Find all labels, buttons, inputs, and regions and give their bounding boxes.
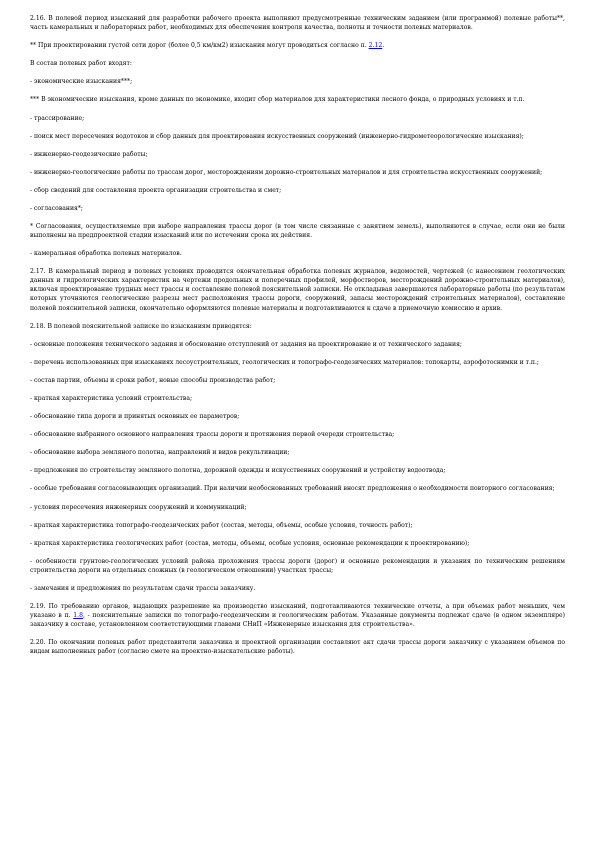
paragraph — [30, 466, 565, 475]
paragraph-gap — [30, 575, 565, 584]
paragraph-gap — [30, 367, 565, 376]
paragraph — [30, 168, 565, 177]
paragraph-gap — [30, 258, 565, 267]
paragraph — [30, 503, 565, 512]
paragraph — [30, 77, 565, 86]
paragraph-text: - экономические изыскания***; — [30, 78, 133, 86]
paragraph-text: - состав партии, объемы и сроки работ, новые способы производства работ; — [30, 376, 276, 384]
paragraph-text: - краткая характеристика геологических работ (состав, методы, объемы, особые условия, основные рекомендации к проектированию); — [30, 539, 470, 547]
paragraph-gap — [30, 629, 565, 638]
paragraph-gap — [30, 439, 565, 448]
paragraph-text: - особенности грунтово-геологических условий района проложения трассы дороги (дорог) и основные рекомендации и указания по техническим решениям строительства дороги на отдельных сложных (в геологическом отношении) участках трассы; — [30, 557, 565, 574]
paragraph-gap — [30, 457, 565, 466]
paragraph-gap — [30, 123, 565, 132]
paragraph-gap — [30, 548, 565, 557]
paragraph-text: - замечания и предложения по результатам сдачи трассы заказчику. — [30, 584, 256, 592]
paragraph-gap — [30, 512, 565, 521]
paragraph-gap — [30, 32, 565, 41]
paragraph-text: - поиск мест пересечения водотоков и сбор данных для проектирования искусственных сооружений (инженерно-гидрометеорологические изыскания); — [30, 132, 524, 140]
paragraph — [30, 602, 565, 629]
paragraph — [30, 249, 565, 258]
paragraph — [30, 95, 565, 104]
paragraph-gap — [30, 313, 565, 322]
paragraph — [30, 358, 565, 367]
paragraph-text: - предложения по строительству земляного полотна, дорожной одежды и искусственных сооружений и устройству водоотвода; — [30, 467, 446, 475]
paragraph-gap — [30, 385, 565, 394]
paragraph — [30, 204, 565, 213]
paragraph-gap — [30, 68, 565, 77]
paragraph — [30, 222, 565, 240]
paragraph — [30, 340, 565, 349]
paragraph-gap — [30, 331, 565, 340]
paragraph-gap — [30, 195, 565, 204]
paragraph — [30, 521, 565, 530]
paragraph-text: , - пояснительные записки по топографо-геодезическим и геологическим работам. Указанные документы подлежат сдаче (в одном экземпляре) заказчику в составе, установленном соответствующими главами СНиП «Инженерные изыскания для строительства». — [30, 612, 565, 629]
paragraph-gap — [30, 213, 565, 222]
paragraph-gap — [30, 50, 565, 59]
paragraph-gap — [30, 159, 565, 168]
paragraph-text: . — [382, 42, 385, 50]
paragraph — [30, 150, 565, 159]
paragraph — [30, 638, 565, 656]
paragraph — [30, 539, 565, 548]
paragraph — [30, 41, 565, 50]
paragraph-gap — [30, 177, 565, 186]
paragraph-gap — [30, 349, 565, 358]
paragraph-text: - обоснование выбранного основного направления трассы дороги и протяжения первой очереди строительства; — [30, 431, 395, 439]
paragraph — [30, 322, 565, 331]
paragraph — [30, 484, 565, 493]
paragraph-text: - обоснование типа дороги и принятых основных ее параметров; — [30, 413, 240, 421]
paragraph — [30, 376, 565, 385]
paragraph-gap — [30, 240, 565, 249]
paragraph-text: - краткая характеристика топографо-геодезических работ (состав, методы, объемы, особые условия, точность работ); — [30, 521, 413, 529]
paragraph-text: ** При проектировании густой сети дорог (более 0,5 км/км2) изыскания могут проводиться согласно п. — [30, 42, 369, 50]
paragraph-gap — [30, 475, 565, 484]
paragraph — [30, 448, 565, 457]
paragraph-text: - инженерно-геодезические работы; — [30, 150, 148, 158]
paragraph — [30, 186, 565, 195]
paragraph-gap — [30, 141, 565, 150]
paragraph-text: - краткая характеристика условий строительства; — [30, 394, 193, 402]
paragraph-text: - основные положения технического задания и обоснование отступлений от задания на проектирование и от технического задания; — [30, 340, 462, 348]
paragraph-gap — [30, 493, 565, 502]
paragraph — [30, 412, 565, 421]
paragraph — [30, 14, 565, 32]
paragraph — [30, 267, 565, 312]
paragraph-gap — [30, 593, 565, 602]
paragraph-text: *** В экономические изыскания, кроме данных по экономике, входит сбор материалов для характеристики лесного фонда, о природных условиях и т.п. — [30, 96, 525, 104]
paragraph-text: - обоснование выбора земляного полотна, направлений и видов рекультивации; — [30, 449, 290, 457]
paragraph-gap — [30, 421, 565, 430]
section-link[interactable]: 1.8 — [73, 612, 83, 620]
paragraph-text: - сбор сведений для составления проекта организации строительства и смет; — [30, 186, 282, 194]
paragraph-gap — [30, 530, 565, 539]
paragraph-text: * Согласования, осуществляемые при выборе направления трассы дорог (в том числе связанные с занятием земель), выполняются в случае, если они не были выполнены на предпроектной стадии изысканий или по истечении срока их действия. — [30, 223, 565, 240]
paragraph — [30, 430, 565, 439]
paragraph-text: - инженерно-геологические работы по трассам дорог, месторождениям дорожно-строительных материалов и для строительства искусственных сооружений; — [30, 168, 543, 176]
paragraph-text: - согласования*; — [30, 204, 83, 212]
paragraph — [30, 584, 565, 593]
section-link[interactable]: 2.12 — [368, 42, 383, 50]
paragraph-text: 2.18. В полевой пояснительной записке по изысканиям приводятся: — [30, 322, 252, 330]
paragraph-text: В состав полевых работ входят: — [30, 60, 132, 68]
paragraph-text: 2.20. По окончании полевых работ представители заказчика и проектной организации составляют акт сдачи трассы дороги заказчику с указанием объемов по видам выполненных работ (согласно смете на проектно-изыскательские работы). — [30, 639, 565, 656]
paragraph — [30, 557, 565, 575]
paragraph — [30, 132, 565, 141]
paragraph-text: - перечень использованных при изысканиях лесоустроительных, геологических и топографо-геодезических материалов: топокарты, аэрофотоснимки и т.п.; — [30, 358, 539, 366]
paragraph-text: - условия пересечения инженерных сооружений и коммуникаций; — [30, 503, 247, 511]
paragraph-text: 2.17. В камеральный период в полевых условиях проводится окончательная обработка полевых журналов, ведомостей, чертежей (с нанесением геологических данных и гидрологических характеристик на чертежи продольных и поперечных профилей, морфостворов, месторождений дорожно-строительных материалов), включая проектирование трудных мест трассы и составление полевой пояснительной записки. Не откладывая завершаются лабораторные работы (по результатам которых уточняются геологические разрезы мест расположения трассы дороги, сооружений, запасы месторождений строительных материалов), составление полевой пояснительной записки, окончательно оформляются полевые материалы и подготавливаются к сдаче в приемочную комиссию и архив. — [30, 268, 565, 312]
paragraph-text: 2.19. По требованию органов, выдающих разрешение на производство изысканий, подготавливаются технические отчеты, а при объемах работ меньших, чем указано в п. — [30, 603, 565, 620]
paragraph — [30, 59, 565, 68]
paragraph-text: - особые требования согласовывающих организаций. При наличии необоснованных требований вносят предложения о необходимости повторного согласования; — [30, 485, 555, 493]
paragraph-gap — [30, 104, 565, 113]
paragraph — [30, 394, 565, 403]
paragraph-text: - трассирование; — [30, 114, 85, 122]
paragraph-gap — [30, 403, 565, 412]
paragraph-text: 2.16. В полевой период изысканий для разработки рабочего проекта выполняют предусмотренные техническим заданием (или программой) полевые работы**, часть камеральных и лабораторных работ, необходимых для обеспечения контроля качества, полноты и точности полевых материалов. — [30, 15, 565, 32]
paragraph-text: - камеральная обработка полевых материалов. — [30, 250, 182, 258]
paragraph — [30, 114, 565, 123]
paragraph-gap — [30, 86, 565, 95]
